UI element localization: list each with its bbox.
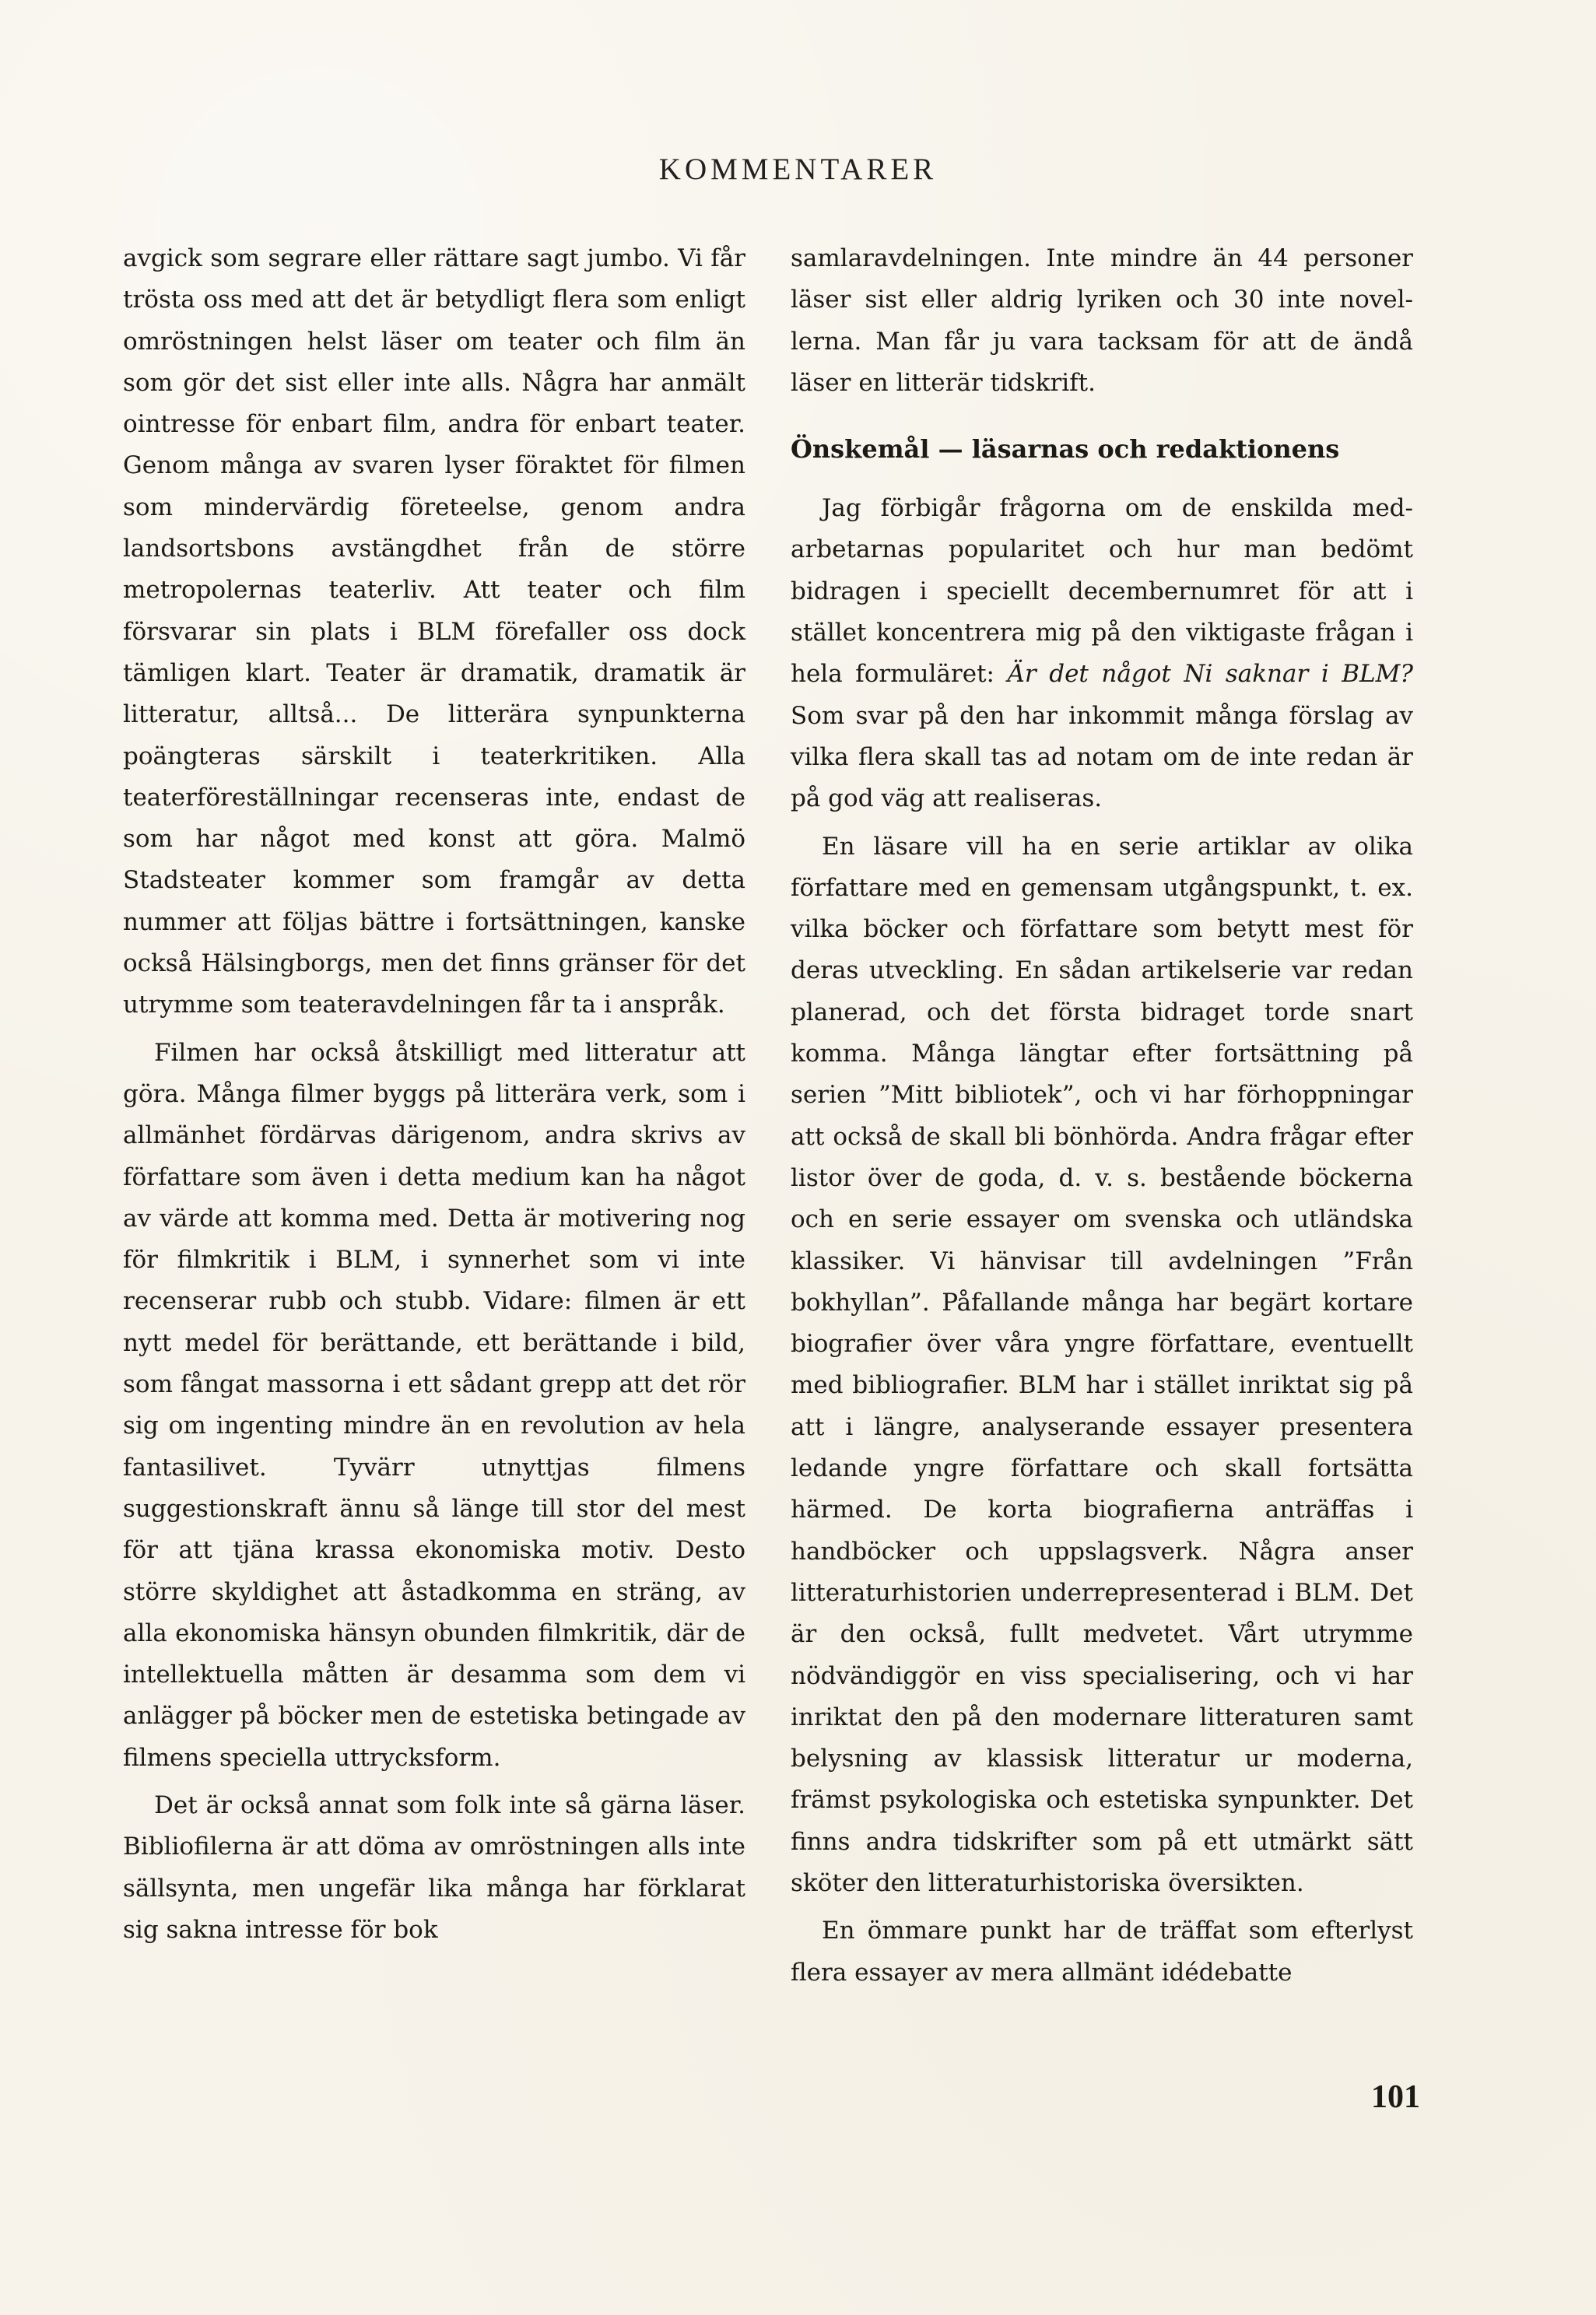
left-column xyxy=(123,238,745,1951)
left-paragraph-3: Det är också annat som folk inte så gärna läser. Bibliofilerna är att döma av omröstningen alls inte sällsynta, men ungefär lika många har förklarat sig sakna intresse för bok xyxy=(123,1791,745,1944)
right-paragraph-2-part-2: Som svar på den har inkommit många förslag av vilka flera skall tas ad notam om de inte redan är på god väg att realiseras. xyxy=(791,701,1413,813)
right-column xyxy=(791,238,1413,1994)
section-heading: Önskemål — läsarnas och redaktionens xyxy=(791,434,1340,465)
page-number: 101 xyxy=(1371,2079,1420,2115)
right-paragraph-2-part-1: Jag förbigår frågorna om de enskilda medarbetarnas popularitet och hur man bedömt bidragen i speciellt decembernumret för att i stället koncentrera mig på den viktigaste frågan i hela formuläret: xyxy=(791,494,1413,689)
page-header: KOMMENTARER xyxy=(658,153,938,186)
right-paragraph-4: En ömmare punkt har de träffat som efterlyst flera essayer av mera allmänt idédebatte xyxy=(791,1917,1413,1987)
right-paragraph-2 xyxy=(791,488,1413,819)
left-paragraph-1: avgick som segrare eller rättare sagt jumbo. Vi får trösta oss med att det är betydligt flera som enligt omröstningen helst läser om teater och film än som gör det sist eller inte alls. Några har anmält ointresse för enbart film, andra för enbart teater. Genom många av svaren lyser föraktet för filmen som mindervärdig företeelse, genom andra landsortsbons avstängdhet från de större metropolernas teaterliv. Att teater och film försvarar sin plats i BLM förefaller oss dock tämligen klart. Teater är dramatik, dramatik är litteratur, alltså... De litterära synpunkterna poängteras särskilt i teaterkritiken. Alla teaterföreställningar recenseras inte, endast de som har något med konst att göra. Malmö Stadsteater kommer som framgår av detta nummer att följas bättre i fortsättningen, kanske också Hälsingborgs, men det finns gränser för det utrymme som teateravdelningen får ta i anspråk. xyxy=(123,244,745,1019)
left-paragraph-2: Filmen har också åtskilligt med litteratur att göra. Många filmer byggs på litterära verk, som i allmänhet fördärvas därigenom, andra skrivs av författare som även i detta medium kan ha något av värde att komma med. Detta är motivering nog för filmkritik i BLM, i synnerhet som vi inte recenserar rubb och stubb. Vidare: filmen är ett nytt medel för berättande, ett berättande i bild, som fångat massorna i ett sådant grepp att det rör sig om ingenting mindre än en revolution av hela fantasilivet. Tyvärr utnyttjas filmens suggestionskraft ännu så länge till stor del mest för att tjäna krassa ekonomiska motiv. Desto större skyldighet att åstadkomma en sträng, av alla ekonomiska hänsyn obunden filmkritik, där de intellektuella måtten är desamma som dem vi anlägger på böcker men de estetiska betingade av filmens speciella uttrycksform. xyxy=(123,1038,745,1772)
right-paragraph-3: En läsare vill ha en serie artiklar av olika författare med en gemensam utgångspunkt, t. ex. vilka böcker och författare som betytt mest för deras utveckling. En sådan artikelserie var redan planerad, och det första bidraget torde snart komma. Många längtar efter fortsättning på serien ”Mitt bibliotek”, och vi har förhoppningar att också de skall bli bönhörda. Andra frågar efter listor över de goda, d. v. s. bestående böckerna och en serie essayer om svenska och utländska klassiker. Vi hänvisar till avdelningen ”Från bokhyllan”. Påfallande många har begärt kortare biografier över våra yngre författare, eventuellt med bibliografier. BLM har i stället inriktat sig på att i längre, analyserande essayer presentera ledande yngre författare och skall fortsätta härmed. De korta biografierna anträffas i handböcker och uppslagsverk. Några anser litteraturhistorien underrepresenterad i BLM. Det är den också, fullt medvetet. Vårt utrymme nödvändiggör en viss specialisering, och vi har inriktat den på den modernare litteraturen samt belysning av klassisk litteratur ur moderna, främst psykologiska och estetiska synpunkter. Det finns andra tidskrifter som på ett utmärkt sätt sköter den litteraturhistoriska översikten. xyxy=(791,832,1413,1897)
question-phrase: Är det något Ni saknar i BLM? xyxy=(1007,660,1413,689)
right-paragraph-1: samlaravdelningen. Inte mindre än 44 personer läser sist eller aldrig lyriken och 30 inte novellerna. Man får ju vara tacksam för att de ändå läser en litterär tidskrift. xyxy=(791,244,1413,397)
